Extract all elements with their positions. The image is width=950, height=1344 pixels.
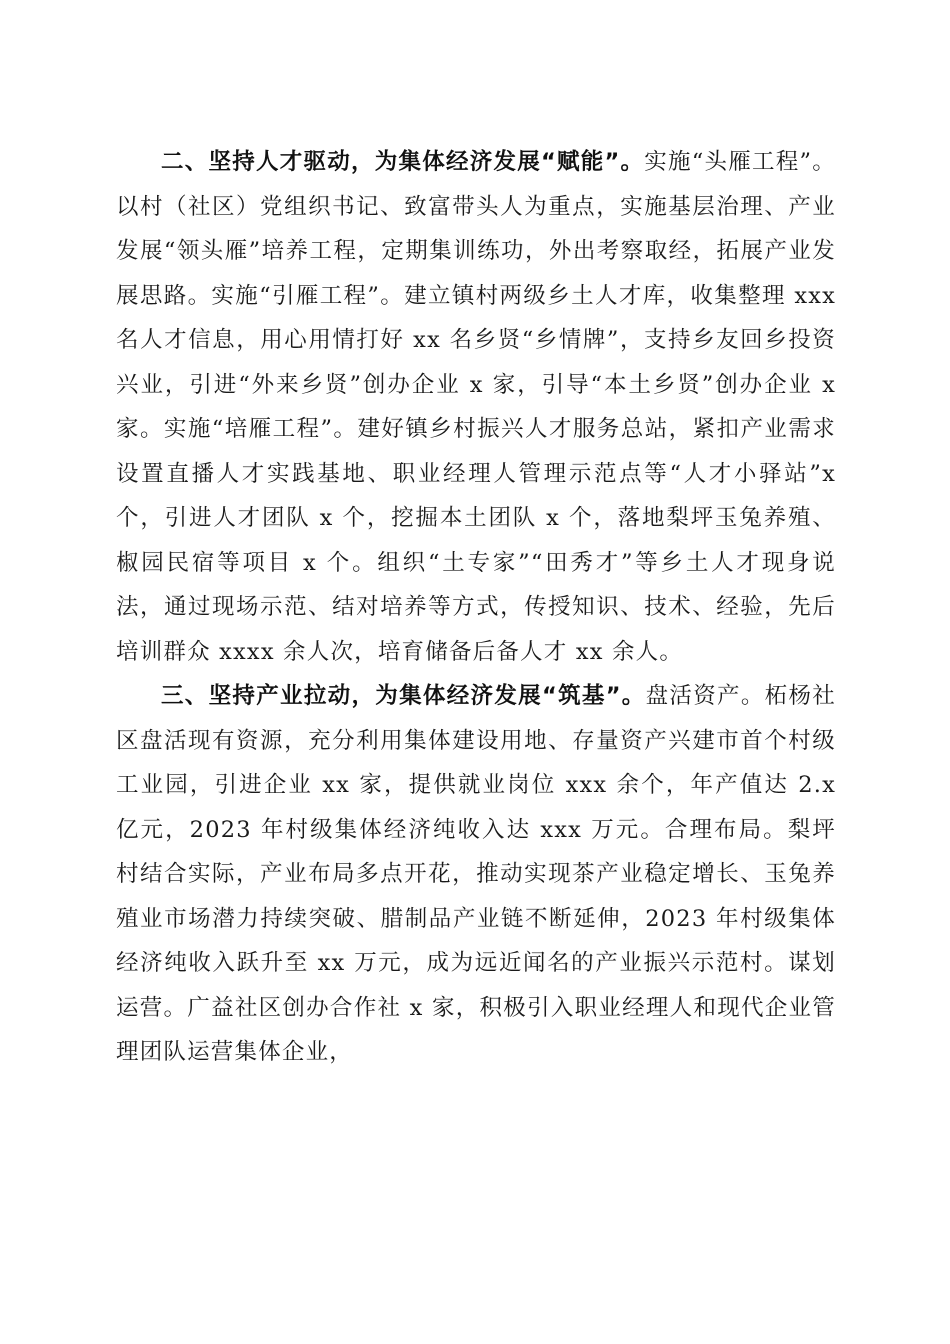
paragraph-talent <box>116 140 836 674</box>
paragraph-text-talent: 实施“头雁工程”。以村（社区）党组织书记、致富带头人为重点，实施基层治理、产业发展“领头雁”培养工程，定期集训练功，外出考察取经，拓展产业发展思路。实施“引雁工程”。建立镇村两级乡土人才库，收集整理 xxx 名人才信息，用心用情打好 xx 名乡贤“乡情牌”，支持乡友回乡投资兴业，引进“外来乡贤”创办企业 x 家，引导“本土乡贤”创办企业 x 家。实施“培雁工程”。建好镇乡村振兴人才服务总站，紧扣产业需求设置直播人才实践基地、职业经理人管理示范点等“人才小驿站”x 个，引进人才团队 x 个，挖掘本土团队 x 个，落地梨坪玉兔养殖、椒园民宿等项目 x 个。组织“土专家”“田秀才”等乡土人才现身说法，通过现场示范、结对培养等方式，传授知识、技术、经验，先后培训群众 xxxx 余人次，培育储备后备人才 xx 余人。 <box>116 149 836 665</box>
paragraph-heading-talent: 二、坚持人才驱动，为集体经济发展“赋能”。 <box>161 149 645 175</box>
paragraph-industry <box>116 674 836 1075</box>
document-body <box>116 140 836 1075</box>
paragraph-text-industry: 盘活资产。柘杨社区盘活现有资源，充分利用集体建设用地、存量资产兴建市首个村级工业园，引进企业 xx 家，提供就业岗位 xxx 余个，年产值达 2.x 亿元，2023 年村级集体经济纯收入达 xxx 万元。合理布局。梨坪村结合实际，产业布局多点开花，推动实现茶产业稳定增长、玉兔养殖业市场潜力持续突破、腊制品产业链不断延伸，2023 年村级集体经济纯收入跃升至 xx 万元，成为远近闻名的产业振兴示范村。谋划运营。广益社区创办合作社 x 家，积极引入职业经理人和现代企业管理团队运营集体企业， <box>116 683 836 1065</box>
paragraph-heading-industry: 三、坚持产业拉动，为集体经济发展“筑基”。 <box>161 683 646 709</box>
